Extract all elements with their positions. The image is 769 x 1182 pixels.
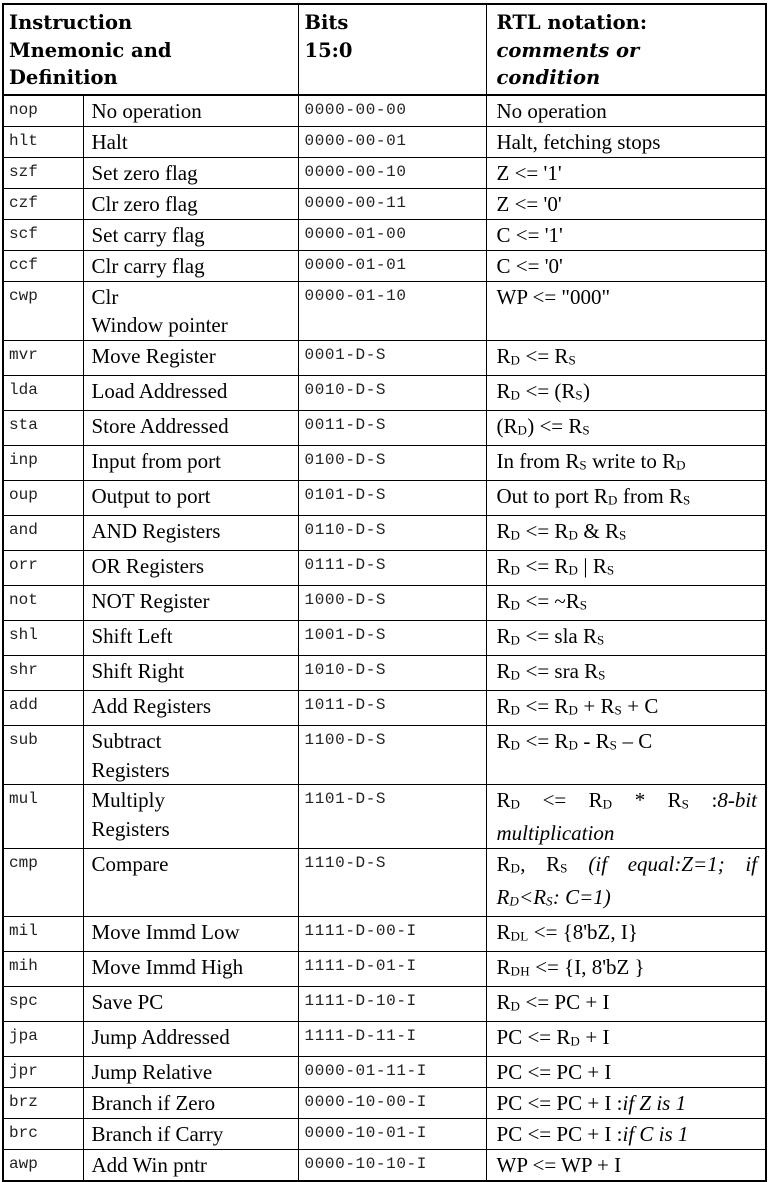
- mnemonic-cell: hlt: [3, 126, 83, 157]
- definition-cell: Jump Addressed: [83, 1021, 298, 1056]
- bits-cell: 1111-D-11-I: [298, 1021, 486, 1056]
- table-row: [3, 848, 766, 916]
- rtl-cell: [486, 550, 766, 585]
- table-row: [3, 1149, 766, 1181]
- bits-cell: 0000-00-01: [298, 126, 486, 157]
- bits-cell: 0000-10-01-I: [298, 1118, 486, 1149]
- header-instruction-line2: Mnemonic and: [9, 38, 172, 62]
- rtl-cell: [486, 916, 766, 951]
- rtl-cell: [486, 1021, 766, 1056]
- mnemonic-cell: brz: [3, 1087, 83, 1118]
- table-row: [3, 126, 766, 157]
- rtl-cell: [486, 848, 766, 916]
- mnemonic-cell: nop: [3, 95, 83, 127]
- rtl-expression: $R_D <= R_D - R_S - C$: [496, 729, 653, 754]
- bits-cell: 1110-D-S: [298, 848, 486, 916]
- bits-cell: 1111-D-01-I: [298, 951, 486, 986]
- mnemonic-cell: jpr: [3, 1056, 83, 1087]
- header-instruction: [3, 4, 298, 95]
- table-row: [3, 986, 766, 1021]
- rtl-expression: $R_{DL} <= \{8'bZ$, I}: [496, 919, 638, 944]
- table-row: [3, 550, 766, 585]
- rtl-cell: [486, 1149, 766, 1181]
- header-bits-line2: 15:0: [304, 38, 353, 62]
- table-row: [3, 410, 766, 445]
- definition-cell: No operation: [83, 95, 298, 127]
- table-row: [3, 655, 766, 690]
- table-row: [3, 157, 766, 188]
- rtl-expression: $R_D <= R_D * R_S$ :: [496, 788, 718, 813]
- rtl-comment: 8-bit multiplication: [496, 788, 758, 846]
- rtl-cell: [486, 1118, 766, 1149]
- table-row: [3, 1056, 766, 1087]
- bits-cell: 0010-D-S: [298, 375, 486, 410]
- table-row: [3, 951, 766, 986]
- bits-cell: 0000-01-00: [298, 219, 486, 250]
- table-row: [3, 281, 766, 340]
- rtl-cell: [486, 655, 766, 690]
- definition-cell: Move Immd Low: [83, 916, 298, 951]
- instruction-set-table: [2, 3, 767, 1182]
- definition-cell: Move Register: [83, 340, 298, 375]
- bits-cell: 1000-D-S: [298, 585, 486, 620]
- rtl-comment: (if equal:Z=1; if $R_D<R_S$: C=1): [496, 851, 758, 909]
- rtl-expression: $R_D <= R_D$ | $R_S$: [496, 553, 615, 578]
- header-bits-line1: Bits: [304, 11, 349, 34]
- rtl-expression: In from $R_S$ write to $R_D$: [496, 448, 686, 473]
- table-row: [3, 95, 766, 127]
- bits-cell: 0000-10-00-I: [298, 1087, 486, 1118]
- definition-cell: Clr Window pointer: [83, 281, 298, 340]
- bits-cell: 1001-D-S: [298, 620, 486, 655]
- mnemonic-cell: shl: [3, 620, 83, 655]
- definition-cell: Compare: [83, 848, 298, 916]
- rtl-expression: Out to port $R_D$ from $R_S$: [496, 483, 691, 508]
- table-row: [3, 585, 766, 620]
- rtl-expression: C <= '1': [496, 222, 563, 247]
- rtl-cell: [486, 785, 766, 849]
- table-row: [3, 1118, 766, 1149]
- mnemonic-cell: spc: [3, 986, 83, 1021]
- mnemonic-cell: scf: [3, 219, 83, 250]
- rtl-expression: $R_D$ <= PC + I: [496, 989, 610, 1014]
- rtl-cell: [486, 480, 766, 515]
- mnemonic-cell: and: [3, 515, 83, 550]
- definition-cell: Store Addressed: [83, 410, 298, 445]
- header-row: [3, 4, 766, 95]
- mnemonic-cell: mil: [3, 916, 83, 951]
- rtl-expression: No operation: [496, 98, 607, 123]
- rtl-expression: $R_D <= (R_S)$: [496, 378, 590, 403]
- mnemonic-cell: szf: [3, 157, 83, 188]
- rtl-cell: [486, 340, 766, 375]
- rtl-cell: [486, 188, 766, 219]
- rtl-cell: [486, 986, 766, 1021]
- rtl-expression: Z <= '1': [496, 160, 562, 185]
- mnemonic-cell: sub: [3, 726, 83, 785]
- definition-cell: NOT Register: [83, 585, 298, 620]
- rtl-expression: $R_D$ <= sra $R_S$: [496, 658, 606, 683]
- rtl-cell: [486, 157, 766, 188]
- rtl-expression: C <= '0': [496, 253, 563, 278]
- mnemonic-cell: shr: [3, 655, 83, 690]
- table-row: [3, 1087, 766, 1118]
- definition-cell: Clr carry flag: [83, 250, 298, 281]
- bits-cell: 0100-D-S: [298, 445, 486, 480]
- mnemonic-cell: oup: [3, 480, 83, 515]
- definition-cell: Branch if Zero: [83, 1087, 298, 1118]
- rtl-cell: [486, 126, 766, 157]
- bits-cell: 0101-D-S: [298, 480, 486, 515]
- mnemonic-cell: sta: [3, 410, 83, 445]
- table-row: [3, 340, 766, 375]
- definition-cell: Halt: [83, 126, 298, 157]
- rtl-cell: [486, 726, 766, 785]
- rtl-expression: WP <= WP + I: [496, 1152, 622, 1177]
- definition-cell: Set zero flag: [83, 157, 298, 188]
- rtl-expression: $R_D <= R_D + R_S + C$: [496, 693, 659, 718]
- bits-cell: 0001-D-S: [298, 340, 486, 375]
- rtl-cell: [486, 250, 766, 281]
- definition-cell: Jump Relative: [83, 1056, 298, 1087]
- bits-cell: 1100-D-S: [298, 726, 486, 785]
- header-bits: [298, 4, 486, 95]
- table-row: [3, 250, 766, 281]
- table-row: [3, 515, 766, 550]
- mnemonic-cell: mul: [3, 785, 83, 849]
- rtl-cell: [486, 585, 766, 620]
- header-instruction-line3: Definition: [9, 66, 118, 89]
- header-rtl-sub-line2: condition: [496, 66, 601, 89]
- header-rtl: [486, 4, 766, 95]
- mnemonic-cell: not: [3, 585, 83, 620]
- definition-cell: Set carry flag: [83, 219, 298, 250]
- mnemonic-cell: czf: [3, 188, 83, 219]
- rtl-expression: $R_{DH} <= \{I$, 8'bZ }: [496, 954, 645, 979]
- rtl-cell: [486, 620, 766, 655]
- header-rtl-title: RTL notation:: [496, 11, 648, 34]
- rtl-cell: [486, 219, 766, 250]
- definition-cell: Save PC: [83, 986, 298, 1021]
- bits-cell: 1111-D-00-I: [298, 916, 486, 951]
- bits-cell: 0000-00-11: [298, 188, 486, 219]
- rtl-expression: PC <= PC + I :: [496, 1090, 623, 1115]
- mnemonic-cell: inp: [3, 445, 83, 480]
- table-row: [3, 375, 766, 410]
- rtl-cell: [486, 375, 766, 410]
- mnemonic-cell: cmp: [3, 848, 83, 916]
- definition-cell: Clr zero flag: [83, 188, 298, 219]
- bits-cell: 0111-D-S: [298, 550, 486, 585]
- table-row: [3, 726, 766, 785]
- rtl-cell: [486, 1087, 766, 1118]
- rtl-expression: $R_D <= R_D$ & $R_S$: [496, 518, 627, 543]
- rtl-cell: [486, 95, 766, 127]
- instruction-rows: [3, 95, 766, 1181]
- rtl-cell: [486, 410, 766, 445]
- mnemonic-cell: cwp: [3, 281, 83, 340]
- rtl-comment: if Z is 1: [622, 1090, 687, 1115]
- definition-cell: Subtract Registers: [83, 726, 298, 785]
- definition-cell: Shift Right: [83, 655, 298, 690]
- definition-cell: AND Registers: [83, 515, 298, 550]
- definition-cell: Add Win pntr: [83, 1149, 298, 1181]
- mnemonic-cell: orr: [3, 550, 83, 585]
- definition-cell: OR Registers: [83, 550, 298, 585]
- bits-cell: 0000-10-10-I: [298, 1149, 486, 1181]
- definition-cell: Multiply Registers: [83, 785, 298, 849]
- rtl-expression: Halt, fetching stops: [496, 129, 661, 154]
- rtl-cell: [486, 515, 766, 550]
- mnemonic-cell: jpa: [3, 1021, 83, 1056]
- definition-cell: Shift Left: [83, 620, 298, 655]
- bits-cell: 0000-01-11-I: [298, 1056, 486, 1087]
- bits-cell: 1010-D-S: [298, 655, 486, 690]
- rtl-expression: $(R_D) <= R_S$: [496, 413, 590, 438]
- rtl-expression: PC <= PC + I: [496, 1059, 612, 1084]
- rtl-cell: [486, 1056, 766, 1087]
- mnemonic-cell: brc: [3, 1118, 83, 1149]
- table-row: [3, 1021, 766, 1056]
- rtl-cell: [486, 951, 766, 986]
- table-row: [3, 916, 766, 951]
- rtl-expression: $R_D <= R_S$: [496, 343, 576, 368]
- table-row: [3, 690, 766, 725]
- rtl-expression: PC <= PC + I :: [496, 1121, 623, 1146]
- bits-cell: 0000-00-00: [298, 95, 486, 127]
- header-instruction-line1: Instruction: [9, 11, 133, 34]
- table-row: [3, 480, 766, 515]
- rtl-comment: if C is 1: [622, 1121, 689, 1146]
- bits-cell: 0000-01-10: [298, 281, 486, 340]
- definition-cell: Add Registers: [83, 690, 298, 725]
- rtl-expression: Z <= '0': [496, 191, 562, 216]
- bits-cell: 0011-D-S: [298, 410, 486, 445]
- rtl-expression: $R_D$, $R_S$: [496, 851, 568, 876]
- definition-cell: Load Addressed: [83, 375, 298, 410]
- table-row: [3, 188, 766, 219]
- table-row: [3, 445, 766, 480]
- rtl-expression: PC <= $R_D + I$: [496, 1024, 610, 1049]
- table-row: [3, 785, 766, 849]
- rtl-expression: $R_D$ <= $\sim R_S$: [496, 588, 588, 613]
- rtl-cell: [486, 690, 766, 725]
- rtl-expression: WP <= "000": [496, 284, 611, 309]
- bits-cell: 0000-00-10: [298, 157, 486, 188]
- rtl-expression: $R_D$ <= sla $R_S$: [496, 623, 605, 648]
- definition-cell: Input from port: [83, 445, 298, 480]
- header-rtl-sub-line1: comments or: [496, 38, 640, 62]
- definition-cell: Move Immd High: [83, 951, 298, 986]
- rtl-cell: [486, 445, 766, 480]
- bits-cell: 1011-D-S: [298, 690, 486, 725]
- mnemonic-cell: ccf: [3, 250, 83, 281]
- rtl-cell: [486, 281, 766, 340]
- mnemonic-cell: add: [3, 690, 83, 725]
- bits-cell: 1111-D-10-I: [298, 986, 486, 1021]
- bits-cell: 0110-D-S: [298, 515, 486, 550]
- mnemonic-cell: mvr: [3, 340, 83, 375]
- definition-cell: Output to port: [83, 480, 298, 515]
- table-row: [3, 620, 766, 655]
- bits-cell: 1101-D-S: [298, 785, 486, 849]
- mnemonic-cell: mih: [3, 951, 83, 986]
- mnemonic-cell: awp: [3, 1149, 83, 1181]
- definition-cell: Branch if Carry: [83, 1118, 298, 1149]
- table-row: [3, 219, 766, 250]
- bits-cell: 0000-01-01: [298, 250, 486, 281]
- mnemonic-cell: lda: [3, 375, 83, 410]
